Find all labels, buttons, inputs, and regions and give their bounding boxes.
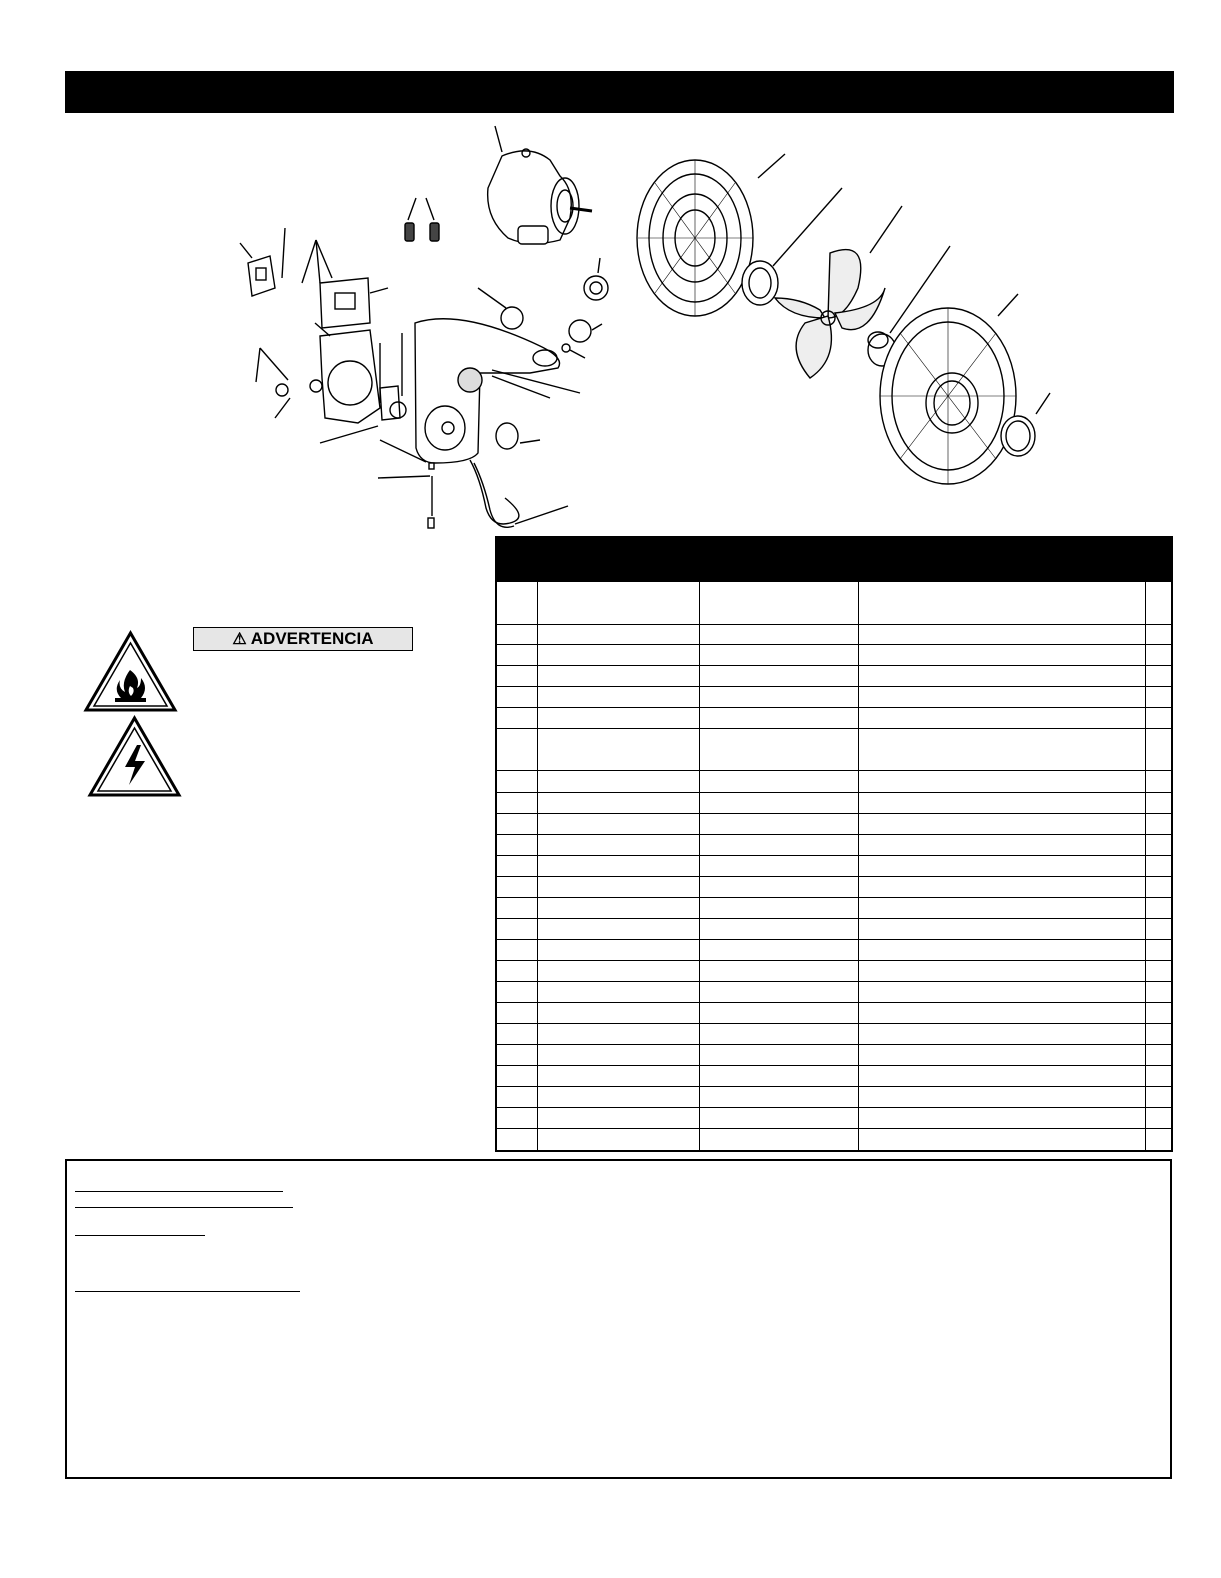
warning-area	[70, 620, 430, 810]
warranty-info-box	[65, 1159, 1172, 1479]
exploded-parts-diagram	[230, 118, 1080, 538]
gearbox-assembly	[315, 323, 406, 423]
power-cord	[470, 460, 568, 527]
parts-table-header	[495, 536, 1173, 582]
electric-shock-hazard-icon	[87, 715, 182, 799]
warning-label	[193, 627, 413, 651]
guard-nut	[742, 188, 842, 305]
heading-underline-1	[75, 1191, 283, 1192]
warning-triangle-icon: ⚠	[232, 631, 247, 648]
parts-table-grid	[495, 582, 1173, 1152]
heading-underline-3	[75, 1235, 205, 1236]
title-bar	[65, 71, 1174, 113]
front-guard	[880, 294, 1018, 484]
parts-table	[495, 536, 1173, 1152]
heading-underline-4	[75, 1291, 300, 1292]
heading-underline-2	[75, 1207, 293, 1208]
bracket-plates	[240, 228, 388, 328]
screws	[405, 198, 439, 241]
fire-hazard-icon	[83, 630, 178, 714]
warning-label-text: ADVERTENCIA	[250, 629, 374, 648]
motor-housing	[488, 126, 592, 244]
